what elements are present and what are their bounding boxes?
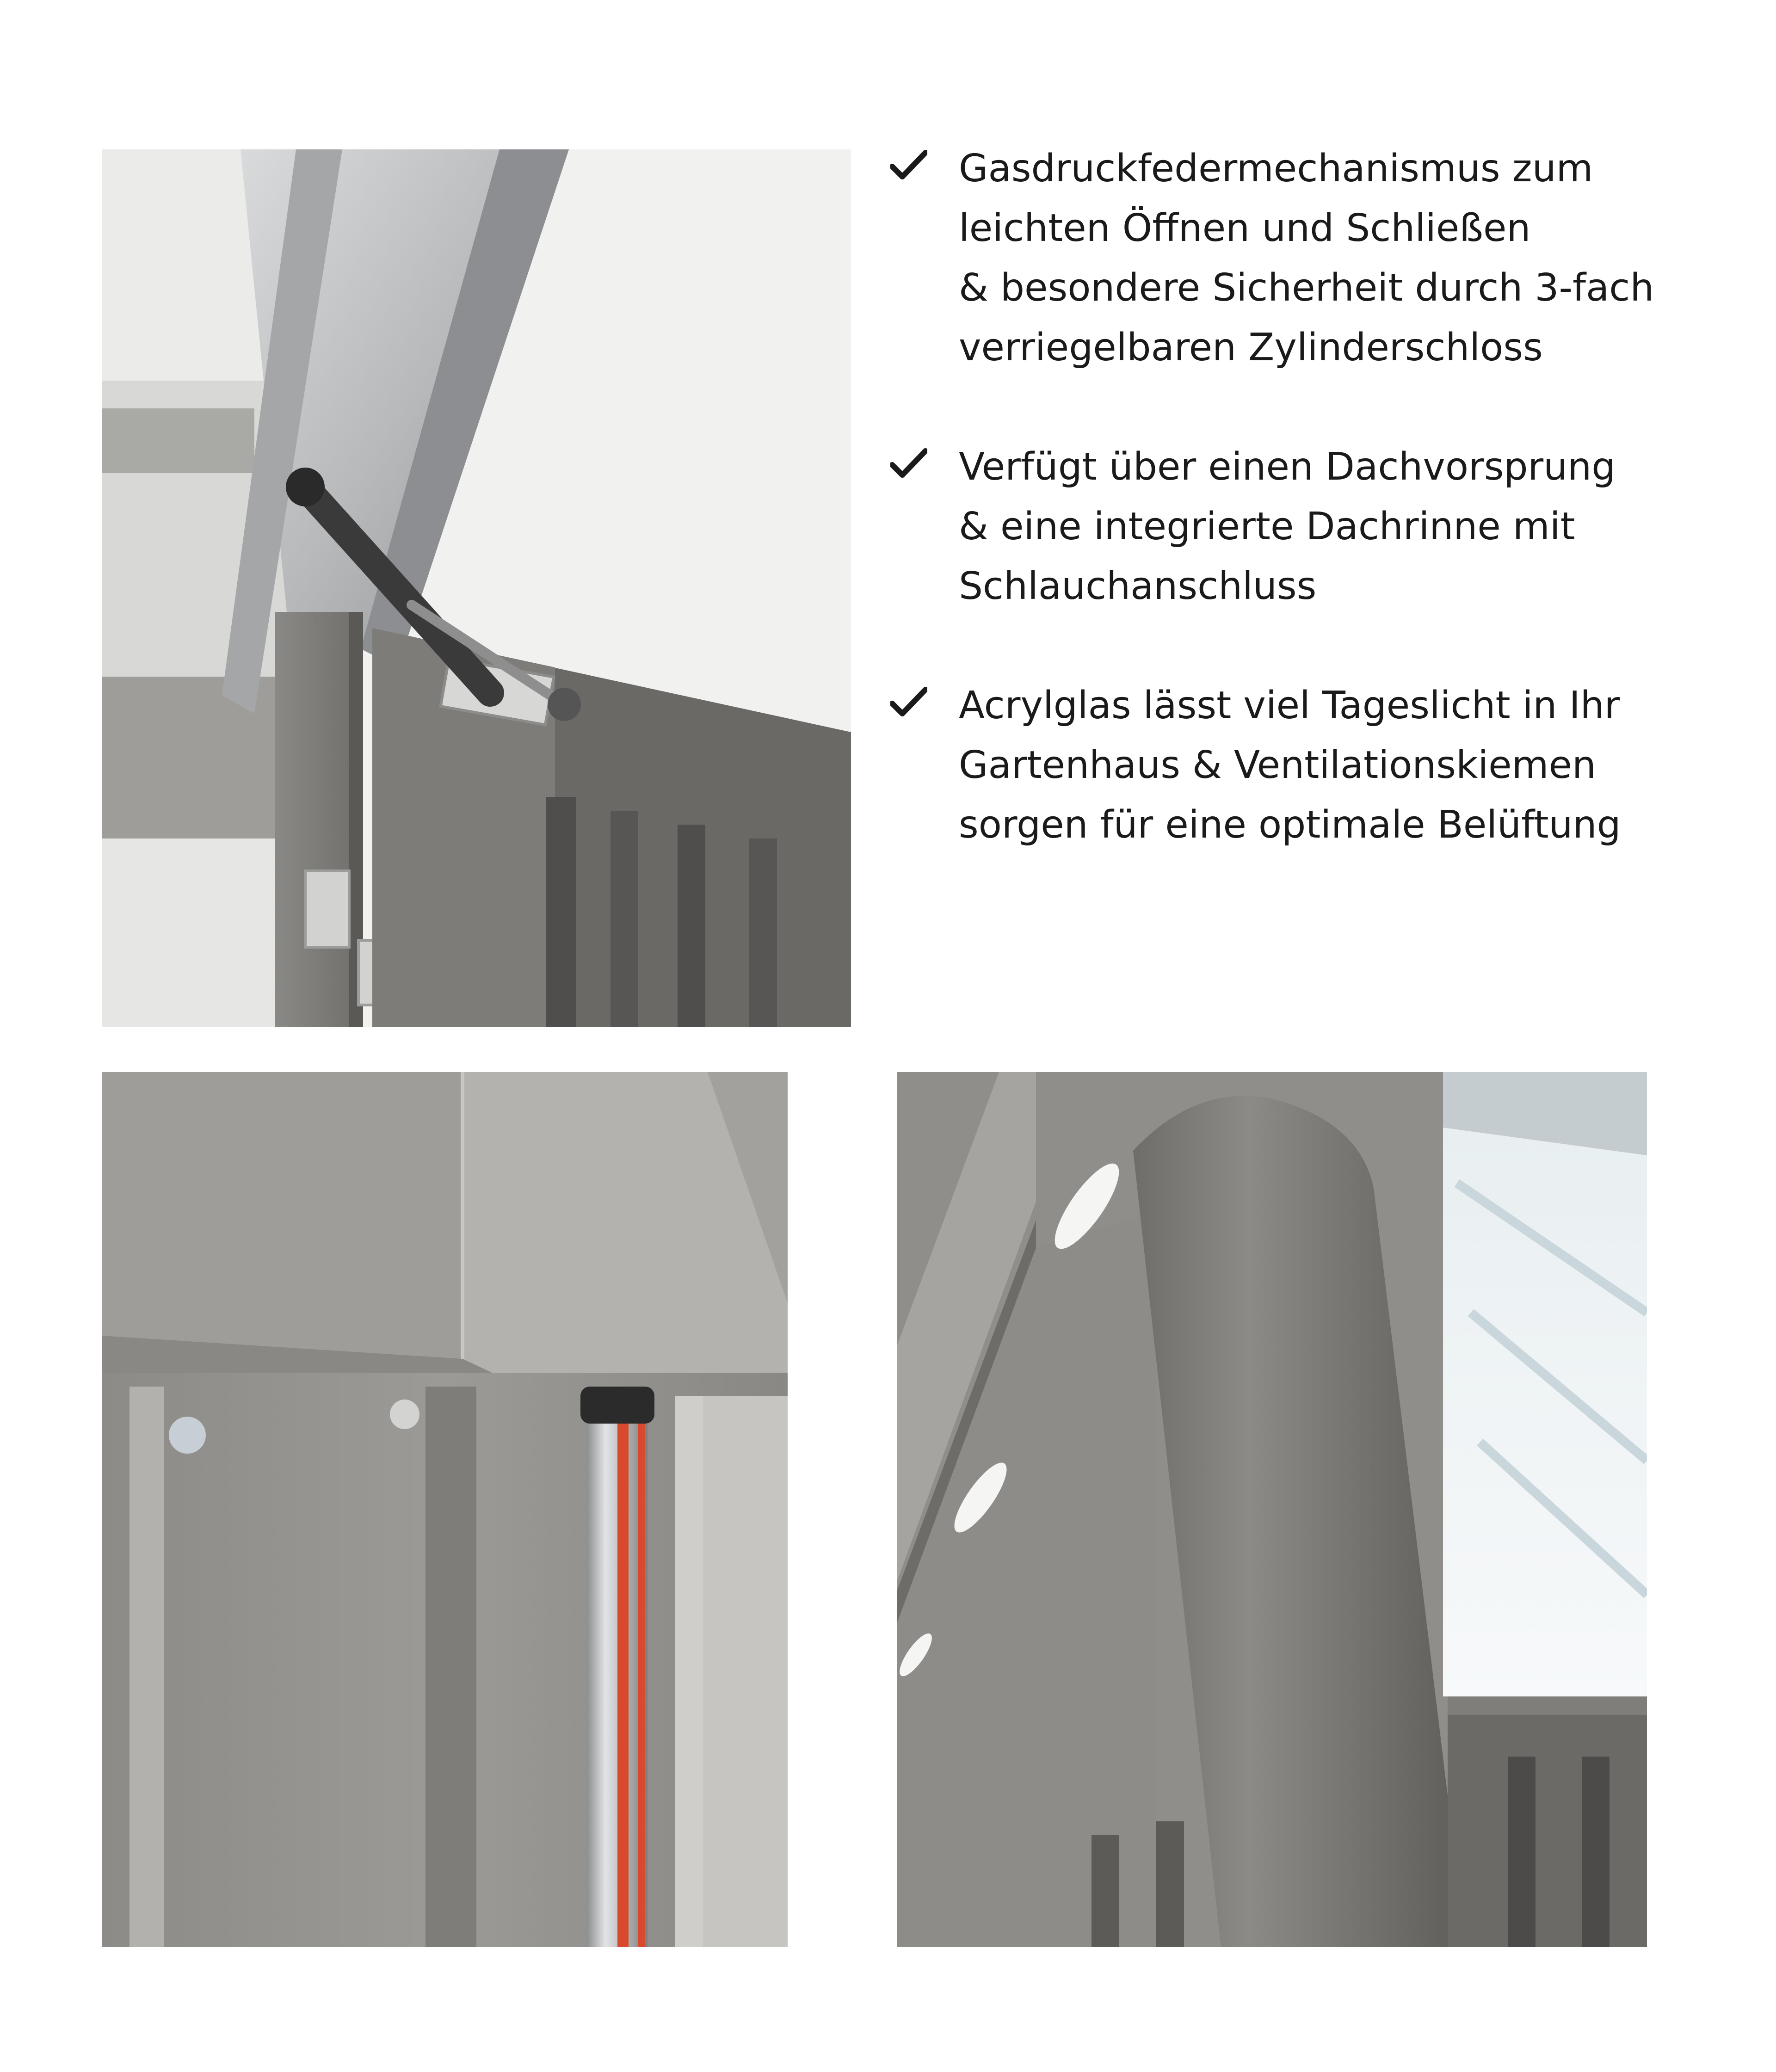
feature-list (890, 139, 1723, 914)
feature-text-line: Verfügt über einen Dachvorsprung (959, 445, 1616, 489)
feature-text-line: Gasdruckfedermechanismus zum (959, 147, 1593, 191)
feature-text-line: Acrylglas lässt viel Tageslicht in Ihr (959, 684, 1620, 728)
check-icon (890, 448, 927, 479)
photo-gas-spring-lid (102, 149, 851, 1027)
check-icon (890, 687, 927, 717)
feature-text-line: verriegelbaren Zylinderschloss (959, 326, 1543, 370)
feature-acrylic-ventilation (890, 676, 1723, 855)
feature-text-line: Gartenhaus & Ventilationskiemen (959, 743, 1596, 787)
feature-gas-spring (890, 139, 1723, 377)
photo-gutter-hose (102, 1072, 788, 1947)
feature-text-line: leichten Öffnen und Schließen (959, 206, 1531, 250)
feature-text-line: & eine integrierte Dachrinne mit (959, 505, 1575, 549)
check-icon (890, 150, 927, 180)
photo-ventilation-acrylic (897, 1072, 1647, 1947)
feature-text-line: & besondere Sicherheit durch 3-fach (959, 266, 1654, 310)
feature-roof-gutter (890, 437, 1723, 616)
feature-text-line: Schlauchanschluss (959, 564, 1317, 608)
feature-text-line: sorgen für eine optimale Belüftung (959, 803, 1621, 847)
